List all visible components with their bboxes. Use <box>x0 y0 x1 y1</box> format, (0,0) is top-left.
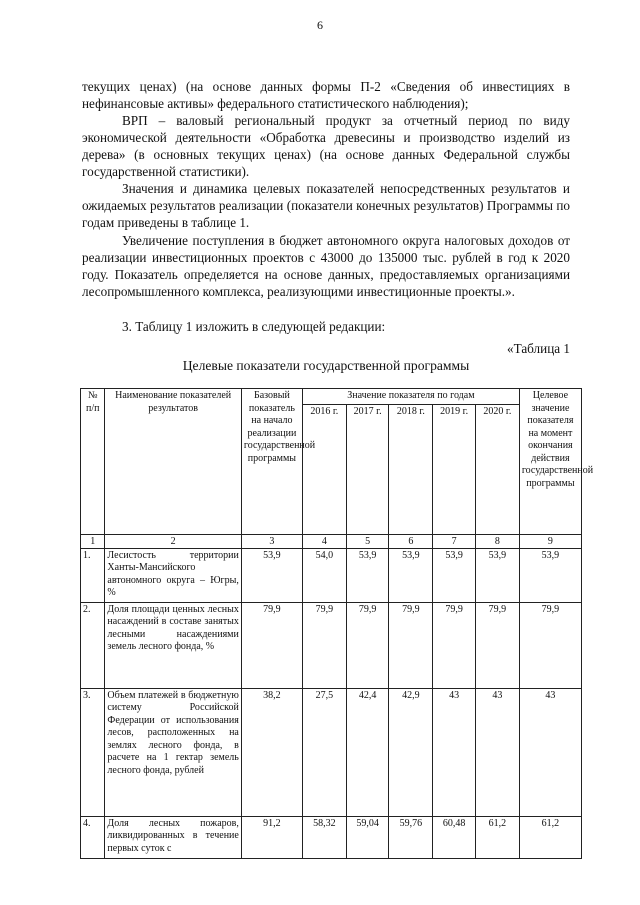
column-number-row <box>81 534 582 548</box>
row-2018: 53,9 <box>389 548 433 602</box>
header-target: Целевое значение показателя на момент окончания действия государственной программы <box>519 389 581 535</box>
row-base: 38,2 <box>241 688 302 816</box>
row-2020: 53,9 <box>476 548 520 602</box>
row-target: 61,2 <box>519 816 581 858</box>
row-2017: 79,9 <box>346 602 389 688</box>
header-base: Базовый показатель на начало реализации государственной программы <box>241 389 302 535</box>
row-name: Доля лесных пожаров, ликвидированных в течение первых суток с <box>105 816 241 858</box>
header-year-2019: 2019 г. <box>433 404 476 534</box>
row-2018: 42,9 <box>389 688 433 816</box>
header-year-2018: 2018 г. <box>389 404 433 534</box>
row-2020: 79,9 <box>476 602 520 688</box>
row-2017: 59,04 <box>346 816 389 858</box>
row-num: 2. <box>81 602 105 688</box>
paragraph-4: Увеличение поступления в бюджет автономного округа налоговых доходов от реализации инвестиционных проектов с 43000 до 135000 тыс. рублей в год к 2020 году. Показатель определяется на основе данных, предоставляемых организациями лесопромышленного комплекса, реализующими инвестиционные проекты.». <box>82 233 570 299</box>
header-num: № п/п <box>81 389 105 535</box>
colnum-4: 4 <box>302 534 346 548</box>
colnum-2: 2 <box>105 534 241 548</box>
colnum-9: 9 <box>519 534 581 548</box>
row-target: 43 <box>519 688 581 816</box>
table-row <box>81 548 582 602</box>
colnum-3: 3 <box>241 534 302 548</box>
colnum-7: 7 <box>433 534 476 548</box>
row-2016: 54,0 <box>302 548 346 602</box>
page-number: 6 <box>317 18 323 32</box>
colnum-6: 6 <box>389 534 433 548</box>
row-2020: 61,2 <box>476 816 520 858</box>
paragraph-3: Значения и динамика целевых показателей непосредственных результатов и ожидаемых результатов реализации (показатели конечных результатов) Программы по годам приведены в таблице 1. <box>82 181 570 230</box>
row-2018: 59,76 <box>389 816 433 858</box>
row-2017: 53,9 <box>346 548 389 602</box>
header-year-2016: 2016 г. <box>302 404 346 534</box>
row-2019: 79,9 <box>433 602 476 688</box>
row-2016: 27,5 <box>302 688 346 816</box>
row-2020: 43 <box>476 688 520 816</box>
row-target: 53,9 <box>519 548 581 602</box>
table-label: «Таблица 1 <box>507 341 570 356</box>
row-num: 4. <box>81 816 105 858</box>
table-header-row <box>81 389 582 405</box>
table-row <box>81 816 582 858</box>
row-base: 79,9 <box>241 602 302 688</box>
paragraph-2: ВРП – валовый региональный продукт за отчетный период по виду экономической деятельности «Обработка древесины и производство изделий из дерева» (в основных текущих ценах) (на основе данных Федеральной службы государственной статистики). <box>82 113 570 179</box>
table-row <box>81 602 582 688</box>
row-2016: 58,32 <box>302 816 346 858</box>
row-num: 3. <box>81 688 105 816</box>
row-base: 91,2 <box>241 816 302 858</box>
header-year-2017: 2017 г. <box>346 404 389 534</box>
table-title: Целевые показатели государственной программы <box>182 358 470 373</box>
row-2017: 42,4 <box>346 688 389 816</box>
header-year-2020: 2020 г. <box>476 404 520 534</box>
header-values-group: Значение показателя по годам <box>302 389 519 405</box>
colnum-5: 5 <box>346 534 389 548</box>
row-2018: 79,9 <box>389 602 433 688</box>
colnum-8: 8 <box>476 534 520 548</box>
row-target: 79,9 <box>519 602 581 688</box>
colnum-1: 1 <box>81 534 105 548</box>
indicators-table <box>80 388 594 859</box>
row-2019: 53,9 <box>433 548 476 602</box>
row-2019: 43 <box>433 688 476 816</box>
row-name: Объем платежей в бюджетную систему Российской Федерации от использования лесов, расположенных на землях лесного фонда, в расчете на 1 гектар земель лесного фонда, рублей <box>105 688 241 816</box>
row-base: 53,9 <box>241 548 302 602</box>
header-name: Наименование показателей результатов <box>105 389 241 535</box>
row-2016: 79,9 <box>302 602 346 688</box>
paragraph-1: текущих ценах) (на основе данных формы П-2 «Сведения об инвестициях в нефинансовые активы» федерального статистического наблюдения); <box>82 79 570 111</box>
table-row <box>81 688 582 816</box>
row-name: Лесистость территории Ханты-Мансийского автономного округа – Югры, % <box>105 548 241 602</box>
paragraph-5: 3. Таблицу 1 изложить в следующей редакции: <box>122 319 386 334</box>
row-num: 1. <box>81 548 105 602</box>
row-2019: 60,48 <box>433 816 476 858</box>
row-name: Доля площади ценных лесных насаждений в составе занятых лесными насаждениями земель лесного фонда, % <box>105 602 241 688</box>
